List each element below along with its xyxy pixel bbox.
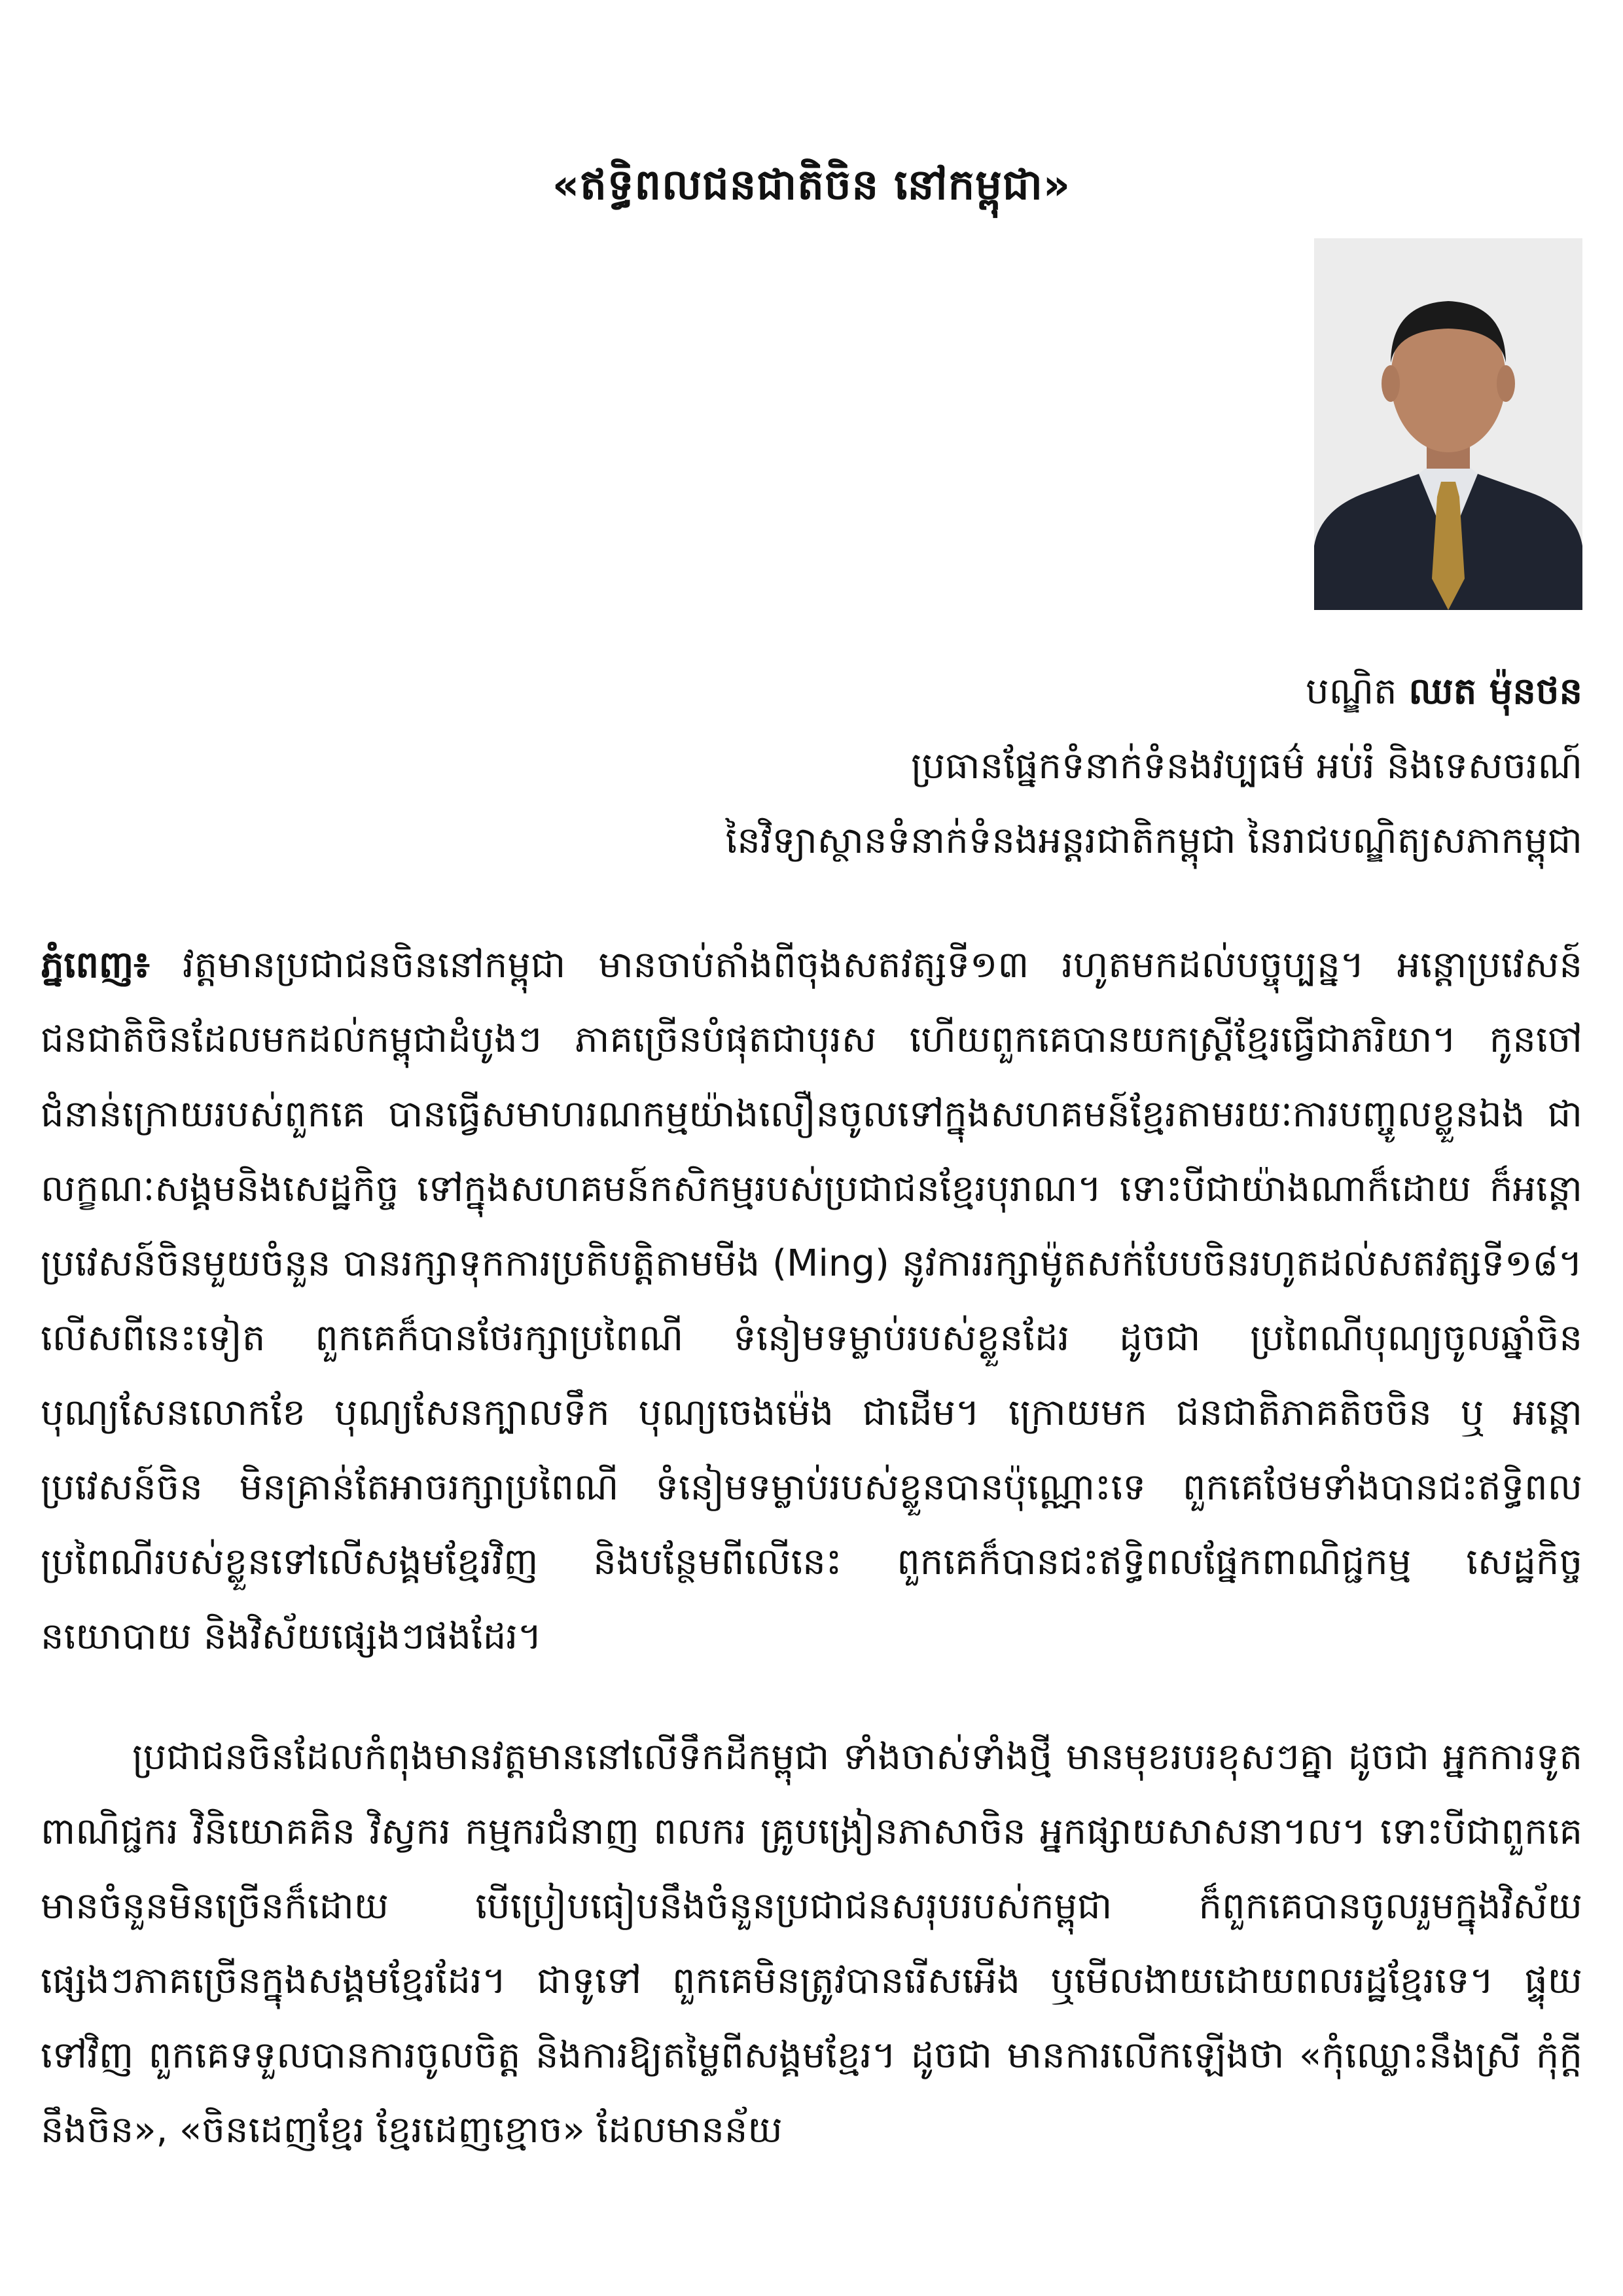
author-name: ឈត ម៉ុនថន [1408,670,1582,713]
ear-left-shape [1382,365,1400,402]
body-paragraph-1 [41,928,1582,1674]
dateline: ភ្នំពេញ៖ [41,944,150,986]
author-institution: នៃវិទ្យាស្ថានទំនាក់ទំនងអន្តរជាតិកម្ពុជា នៃរាជបណ្ឌិត្យសភាកម្ពុជា [725,819,1582,862]
author-photo [1314,238,1582,610]
article-title: «ឥទ្ធិពលជនជាតិចិន នៅកម្ពុជា» [552,160,1071,209]
author-line [458,655,1582,729]
author-position: ប្រធានផ្នែកទំនាក់ទំនងវប្បធម៌ អប់រំ និងទេសចរណ៍ [911,745,1582,787]
author-byline [458,655,1582,878]
body-paragraph-2: ប្រជាជនចិនដែលកំពុងមានវត្តមាននៅលើទឹកដីកម្ពុជា ទាំងចាស់ទាំងថ្មី មានមុខរបរខុសៗគ្នា ដូចជា អ្នកការទូត ពាណិជ្ជករ វិនិយោគគិន វិស្វករ កម្មករជំនាញ ពលករ គ្រូបង្រៀនភាសាចិន អ្នកផ្សាយសាសនា។ល។ ទោះបីជាពួកគេមានចំនួនមិនច្រើនក៏ដោយ បើប្រៀបធៀបនឹងចំនួនប្រជាជនសរុបរបស់កម្ពុជា ក៏ពួកគេបានចូលរួមក្នុងវិស័យផ្សេងៗភាគច្រើនក្នុងសង្គមខ្មែរដែរ។ ជាទូទៅ ពួកគេមិនត្រូវបានរើសអើង ឬមើលងាយដោយពលរដ្ឋខ្មែរទេ។ ផ្ទុយទៅវិញ ពួកគេទទួលបានការចូលចិត្ត និងការឱ្យតម្លៃពីសង្គមខ្មែរ។ ដូចជា មានការលើកឡើងថា «កុំឈ្លោះនឹងស្រី កុំក្តីនឹងចិន», «ចិនដេញខ្មែរ ខ្មែរដេញខ្មោច» ដែលមានន័យ [41,1736,1582,2151]
paragraph-1-text: វត្តមានប្រជាជនចិននៅកម្ពុជា មានចាប់តាំងពីចុងសតវត្សទី១៣ រហូតមកដល់បច្ចុប្បន្ន។ អន្តោប្រវេសន៍ជនជាតិចិនដែលមកដល់កម្ពុជាដំបូងៗ ភាគច្រើនបំផុតជាបុរស ហើយពួកគេបានយកស្ត្រីខ្មែរធ្វើជាភរិយា។ កូនចៅជំនាន់ក្រោយរបស់ពួកគេ បានធ្វើសមាហរណកម្មយ៉ាងលឿនចូលទៅក្នុងសហគមន៍ខ្មែរតាមរយៈការបញ្ចូលខ្លួនឯង ជាលក្ខណៈសង្គមនិងសេដ្ឋកិច្ច ទៅក្នុងសហគមន៍កសិកម្មរបស់ប្រជាជនខ្មែរបុរាណ។ ទោះបីជាយ៉ាងណាក៏ដោយ ក៏អន្តោប្រវេសន៍ចិនមួយចំនួន បានរក្សាទុកការប្រតិបត្តិតាមមីង (Ming) នូវការរក្សាម៉ូតសក់បែបចិនរហូតដល់សតវត្សទី១៨។ លើសពីនេះទៀត ពួកគេក៏បានថែរក្សាប្រពៃណី ទំនៀមទម្លាប់របស់ខ្លួនដែរ ដូចជា ប្រពៃណីបុណ្យចូលឆ្នាំចិន បុណ្យសែនលោកខែ បុណ្យសែនក្បាលទឹក បុណ្យចេងម៉េង ជាដើម។ ក្រោយមក ជនជាតិភាគតិចចិន ឬ អន្តោប្រវេសន៍ចិន មិនគ្រាន់តែអាចរក្សាប្រពៃណី ទំនៀមទម្លាប់របស់ខ្លួនបានប៉ុណ្ណោះទេ ពួកគេថែមទាំងបានជះឥទ្ធិពលប្រពៃណីរបស់ខ្លួនទៅលើសង្គមខ្មែរវិញ និងបន្ថែមពីលើនេះ ពួកគេក៏បានជះឥទ្ធិពលផ្នែកពាណិជ្ជកម្ម សេដ្ឋកិច្ច នយោបាយ និងវិស័យផ្សេងៗផងដែរ។ [41,944,1582,1658]
author-portrait-icon [1314,238,1582,610]
ear-right-shape [1497,365,1515,402]
author-prefix: បណ្ឌិត [1306,670,1397,713]
